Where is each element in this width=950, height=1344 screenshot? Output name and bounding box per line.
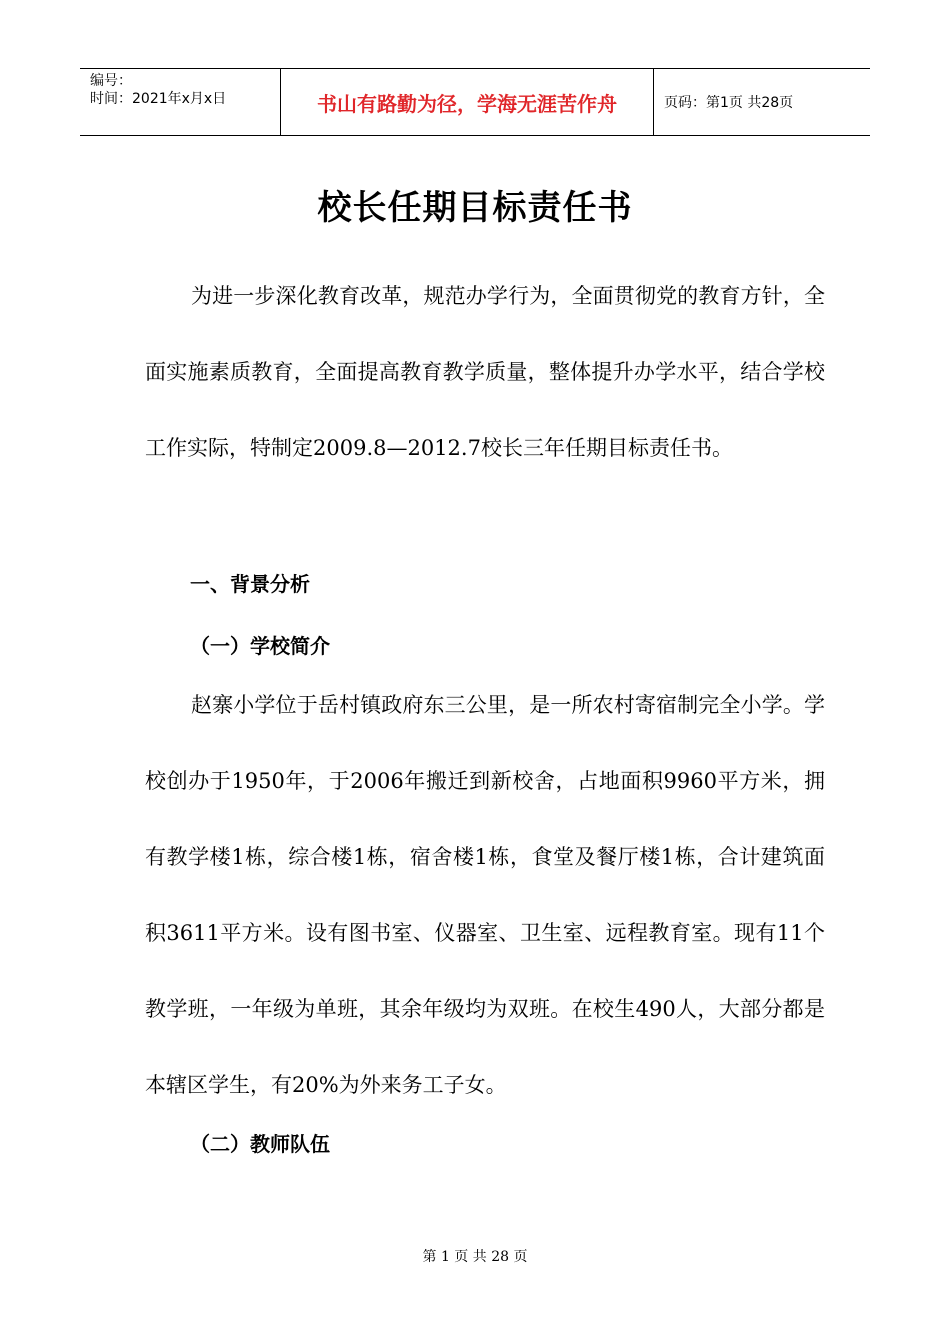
intro-paragraph: 为进一步深化教育改革，规范办学行为，全面贯彻党的教育方针，全面实施素质教育，全面提高教育教学质量，整体提升办学水平，结合学校工作实际，特制定2009.8—2012.7校长三年任期目标责任书。 [145,284,825,460]
document-header [80,68,870,136]
header-page-info: 页码：第1页 共28页 [664,95,794,111]
number-label: 编号： [90,73,132,89]
header-meta [80,69,281,135]
school-intro-paragraph: 赵寨小学位于岳村镇政府东三公里，是一所农村寄宿制完全小学。学校创办于1950年，于2006年搬迁到新校舍，占地面积9960平方米，拥有教学楼1栋，综合楼1栋，宿舍楼1栋，食堂及餐厅楼1栋，合计建筑面积3611平方米。设有图书室、仪器室、卫生室、远程教育室。现有11个教学班，一年级为单班，其余年级均为双班。在校生490人，大部分都是本辖区学生，有20%为外来务工子女。 [145,693,825,1097]
subsection-heading-teachers: （二）教师队伍 [190,1132,330,1156]
section-heading-background: 一、背景分析 [190,572,310,596]
page-footer: 第 1 页 共 28 页 [422,1249,528,1265]
page-title: 校长任期目标责任书 [317,188,633,228]
subsection-heading-school-intro: （一）学校简介 [190,634,330,658]
header-motto: 书山有路勤为径，学海无涯苦作舟 [281,69,654,135]
date-label: 时间：2021年x月x日 [90,91,227,107]
